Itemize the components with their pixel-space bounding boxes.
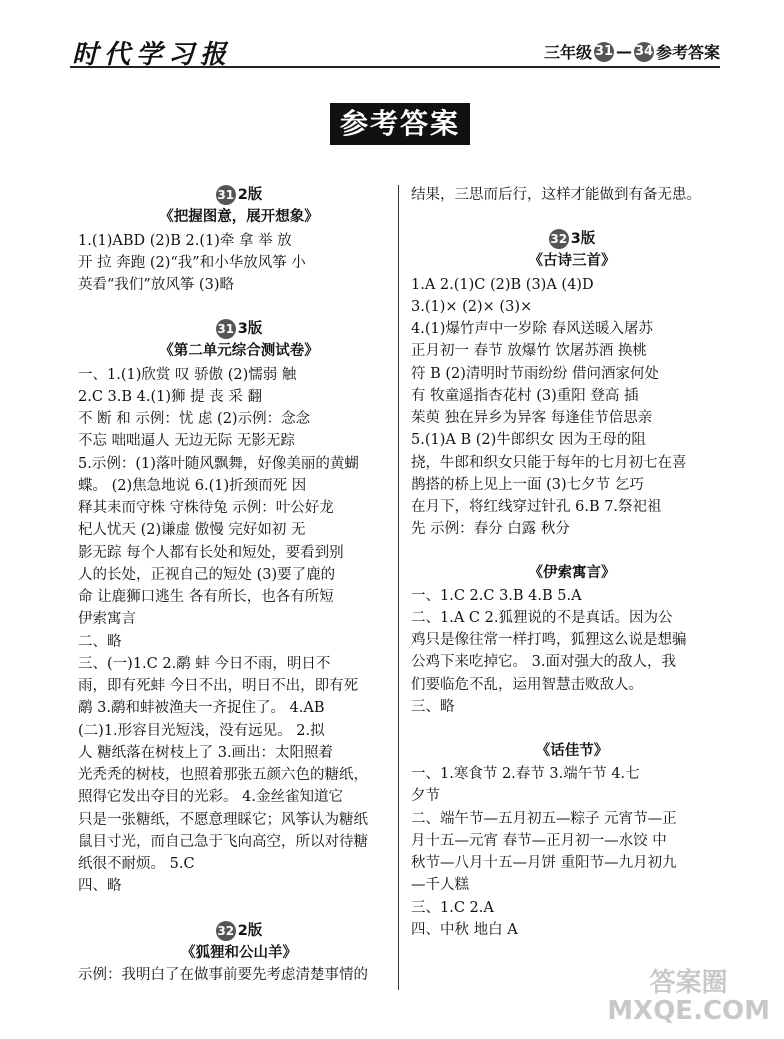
header-issue-info xyxy=(544,40,720,63)
answer-line: 三、1.C 2.A xyxy=(411,900,494,916)
answer-line: 3.(1)× (2)× (3)× xyxy=(411,299,533,315)
answer-line: 杞人忧天 (2)谦虚 傲慢 完好如初 无 xyxy=(78,522,306,538)
answer-line: 结果，三思而后行，这样才能做到有备无患。 xyxy=(411,187,701,203)
answer-line: 二、略 xyxy=(78,634,122,650)
answer-line: 秋节—八月十五—月饼 重阳节—九月初九 xyxy=(411,855,677,871)
answer-line: 有 牧童遥指杏花村 (3)重阳 登高 插 xyxy=(411,388,639,404)
answer-line: 二、端午节—五月初五—粽子 元宵节—正 xyxy=(411,811,677,827)
article-title: 《狐狸和公山羊》 xyxy=(181,945,297,961)
answer-line: 释其耒而守株 守株待兔 示例：叶公好龙 xyxy=(78,500,334,516)
issue-number-badge: 31 xyxy=(216,185,236,205)
issue-number-badge: 31 xyxy=(216,319,236,339)
watermark xyxy=(607,969,770,1025)
answer-line: 蝶。 (2)焦急地说 6.(1)折颈而死 因 xyxy=(78,478,307,494)
article-title: 《把握图意，展开想象》 xyxy=(159,209,319,225)
answer-line: 1.(1)ABD (2)B 2.(1)牵 拿 举 放 xyxy=(78,233,292,249)
page-number-label: 2版 xyxy=(237,923,263,939)
answer-line: 命 让鹿狮口逃生 各有所长，也各有所短 xyxy=(78,589,334,605)
watermark-line-2: MXQE.COM xyxy=(607,996,770,1026)
issue-to-badge: 34 xyxy=(634,42,654,62)
article-title: 《话佳节》 xyxy=(535,743,609,759)
grade-label: 三年级 xyxy=(543,43,592,62)
issue-number-badge: 32 xyxy=(216,921,236,941)
issue-from-badge: 31 xyxy=(594,42,614,62)
answer-line: 鹬 3.鹬和蚌被渔夫一齐捉住了。 4.AB xyxy=(78,700,325,716)
answer-line: 鸡只是像往常一样打鸣，狐狸这么说是想骗 xyxy=(411,632,687,648)
answer-line: 不 断 和 示例：忧 虑 (2)示例：念念 xyxy=(78,411,311,427)
page-number-label: 3版 xyxy=(237,321,263,337)
answer-line: 示例：我明白了在做事前要先考虑清楚事情的 xyxy=(78,967,368,983)
answer-line: 一、1.(1)欣赏 叹 骄傲 (2)懦弱 触 xyxy=(78,367,297,383)
answer-line: 2.C 3.B 4.(1)狮 提 丧 采 翻 xyxy=(78,389,262,405)
answer-line: 们要临危不乱，运用智慧击败敌人。 xyxy=(411,677,643,693)
column-divider xyxy=(398,185,399,990)
answer-line: —千人糕 xyxy=(411,877,469,893)
issue-dash: — xyxy=(615,42,632,61)
article-title: 《第二单元综合测试卷》 xyxy=(159,343,319,359)
answer-line: 先 示例：春分 白露 秋分 xyxy=(411,521,570,537)
answer-line: 纸很不耐烦。 5.C xyxy=(78,856,195,872)
answer-line: 挠，牛郎和织女只能于每年的七月初七在喜 xyxy=(411,455,687,471)
page-title: 参考答案 xyxy=(330,103,470,145)
answer-line: 5.(1)A B (2)牛郎织女 因为王母的阻 xyxy=(411,432,646,448)
answer-line: 符 B (2)清明时节雨纷纷 借问酒家何处 xyxy=(411,366,660,382)
answer-line: 正月初一 春节 放爆竹 饮屠苏酒 换桃 xyxy=(411,343,647,359)
answer-line: 一、1.寒食节 2.春节 3.端午节 4.七 xyxy=(411,766,640,782)
answer-line: 4.(1)爆竹声中一岁除 春风送暖入屠苏 xyxy=(411,321,653,337)
answer-line: 照得它发出夺目的光彩。 4.金丝雀知道它 xyxy=(78,789,343,805)
answer-line: 三、(一)1.C 2.鹬 蚌 今日不雨，明日不 xyxy=(78,656,331,672)
issue-number-badge: 32 xyxy=(549,229,569,249)
answer-line: 四、中秋 地白 A xyxy=(411,922,518,938)
answer-line: 三、略 xyxy=(411,699,455,715)
answer-line: 光秃秃的树枝，也照着那张五颜六色的糖纸， xyxy=(78,767,368,783)
answer-line: 四、略 xyxy=(78,878,122,894)
answer-line: 伊索寓言 xyxy=(78,611,136,627)
watermark-line-1: 答案圈 xyxy=(649,968,728,998)
answer-line: 茱萸 独在异乡为异客 每逢佳节倍思亲 xyxy=(411,410,653,426)
answer-line: 人的长处，正视自己的短处 (3)要了鹿的 xyxy=(78,567,336,583)
page-number-label: 2版 xyxy=(237,187,263,203)
answer-line: 人 糖纸落在树枝上了 3.画出：太阳照着 xyxy=(78,745,334,761)
answer-line: 一、1.C 2.C 3.B 4.B 5.A xyxy=(411,588,582,604)
section-page-heading xyxy=(78,920,400,942)
answer-line: 二、1.A C 2.狐狸说的不是真话。因为公 xyxy=(411,610,673,626)
answer-line: 只是一张糖纸，不愿意理睬它；风筝认为糖纸 xyxy=(78,812,368,828)
answer-line: 在月下，将红线穿过针孔 6.B 7.祭祀祖 xyxy=(411,499,662,515)
answer-line: 开 拉 奔跑 (2)“我”和小华放风筝 小 xyxy=(78,255,306,271)
section-page-heading xyxy=(78,184,400,206)
page-header xyxy=(70,30,720,68)
answer-line: 影无踪 每个人都有长处和短处，要看到别 xyxy=(78,545,344,561)
answer-line: 夕节 xyxy=(411,788,440,804)
answer-line: (二)1.形容目光短浅，没有远见。 2.拟 xyxy=(78,723,325,739)
page-number-label: 3版 xyxy=(570,231,596,247)
answers-label: 参考答案 xyxy=(655,43,720,62)
section-page-heading xyxy=(411,228,733,250)
section-page-heading xyxy=(78,318,400,340)
answer-line: 5.示例：(1)落叶随风飘舞，好像美丽的黄蝴 xyxy=(78,456,359,472)
answer-line: 鹊搭的桥上见上一面 (3)七夕节 乞巧 xyxy=(411,477,644,493)
answer-line: 公鸡下来吃掉它。 3.面对强大的敌人，我 xyxy=(411,654,676,670)
answer-line: 英看“我们”放风筝 (3)略 xyxy=(78,277,234,293)
answer-line: 不忘 咄咄逼人 无边无际 无影无踪 xyxy=(78,433,295,449)
article-title: 《伊索寓言》 xyxy=(528,565,616,581)
newspaper-logo: 时代学习报 xyxy=(72,40,233,70)
answer-line: 1.A 2.(1)C (2)B (3)A (4)D xyxy=(411,277,594,293)
answer-line: 鼠目寸光，而自己急于飞向高空，所以对待糖 xyxy=(78,834,368,850)
answer-line: 月十五—元宵 春节—正月初一—水饺 中 xyxy=(411,833,667,849)
article-title: 《古诗三首》 xyxy=(528,253,616,269)
answer-line: 雨，即有死蚌 今日不出，明日不出，即有死 xyxy=(78,678,359,694)
